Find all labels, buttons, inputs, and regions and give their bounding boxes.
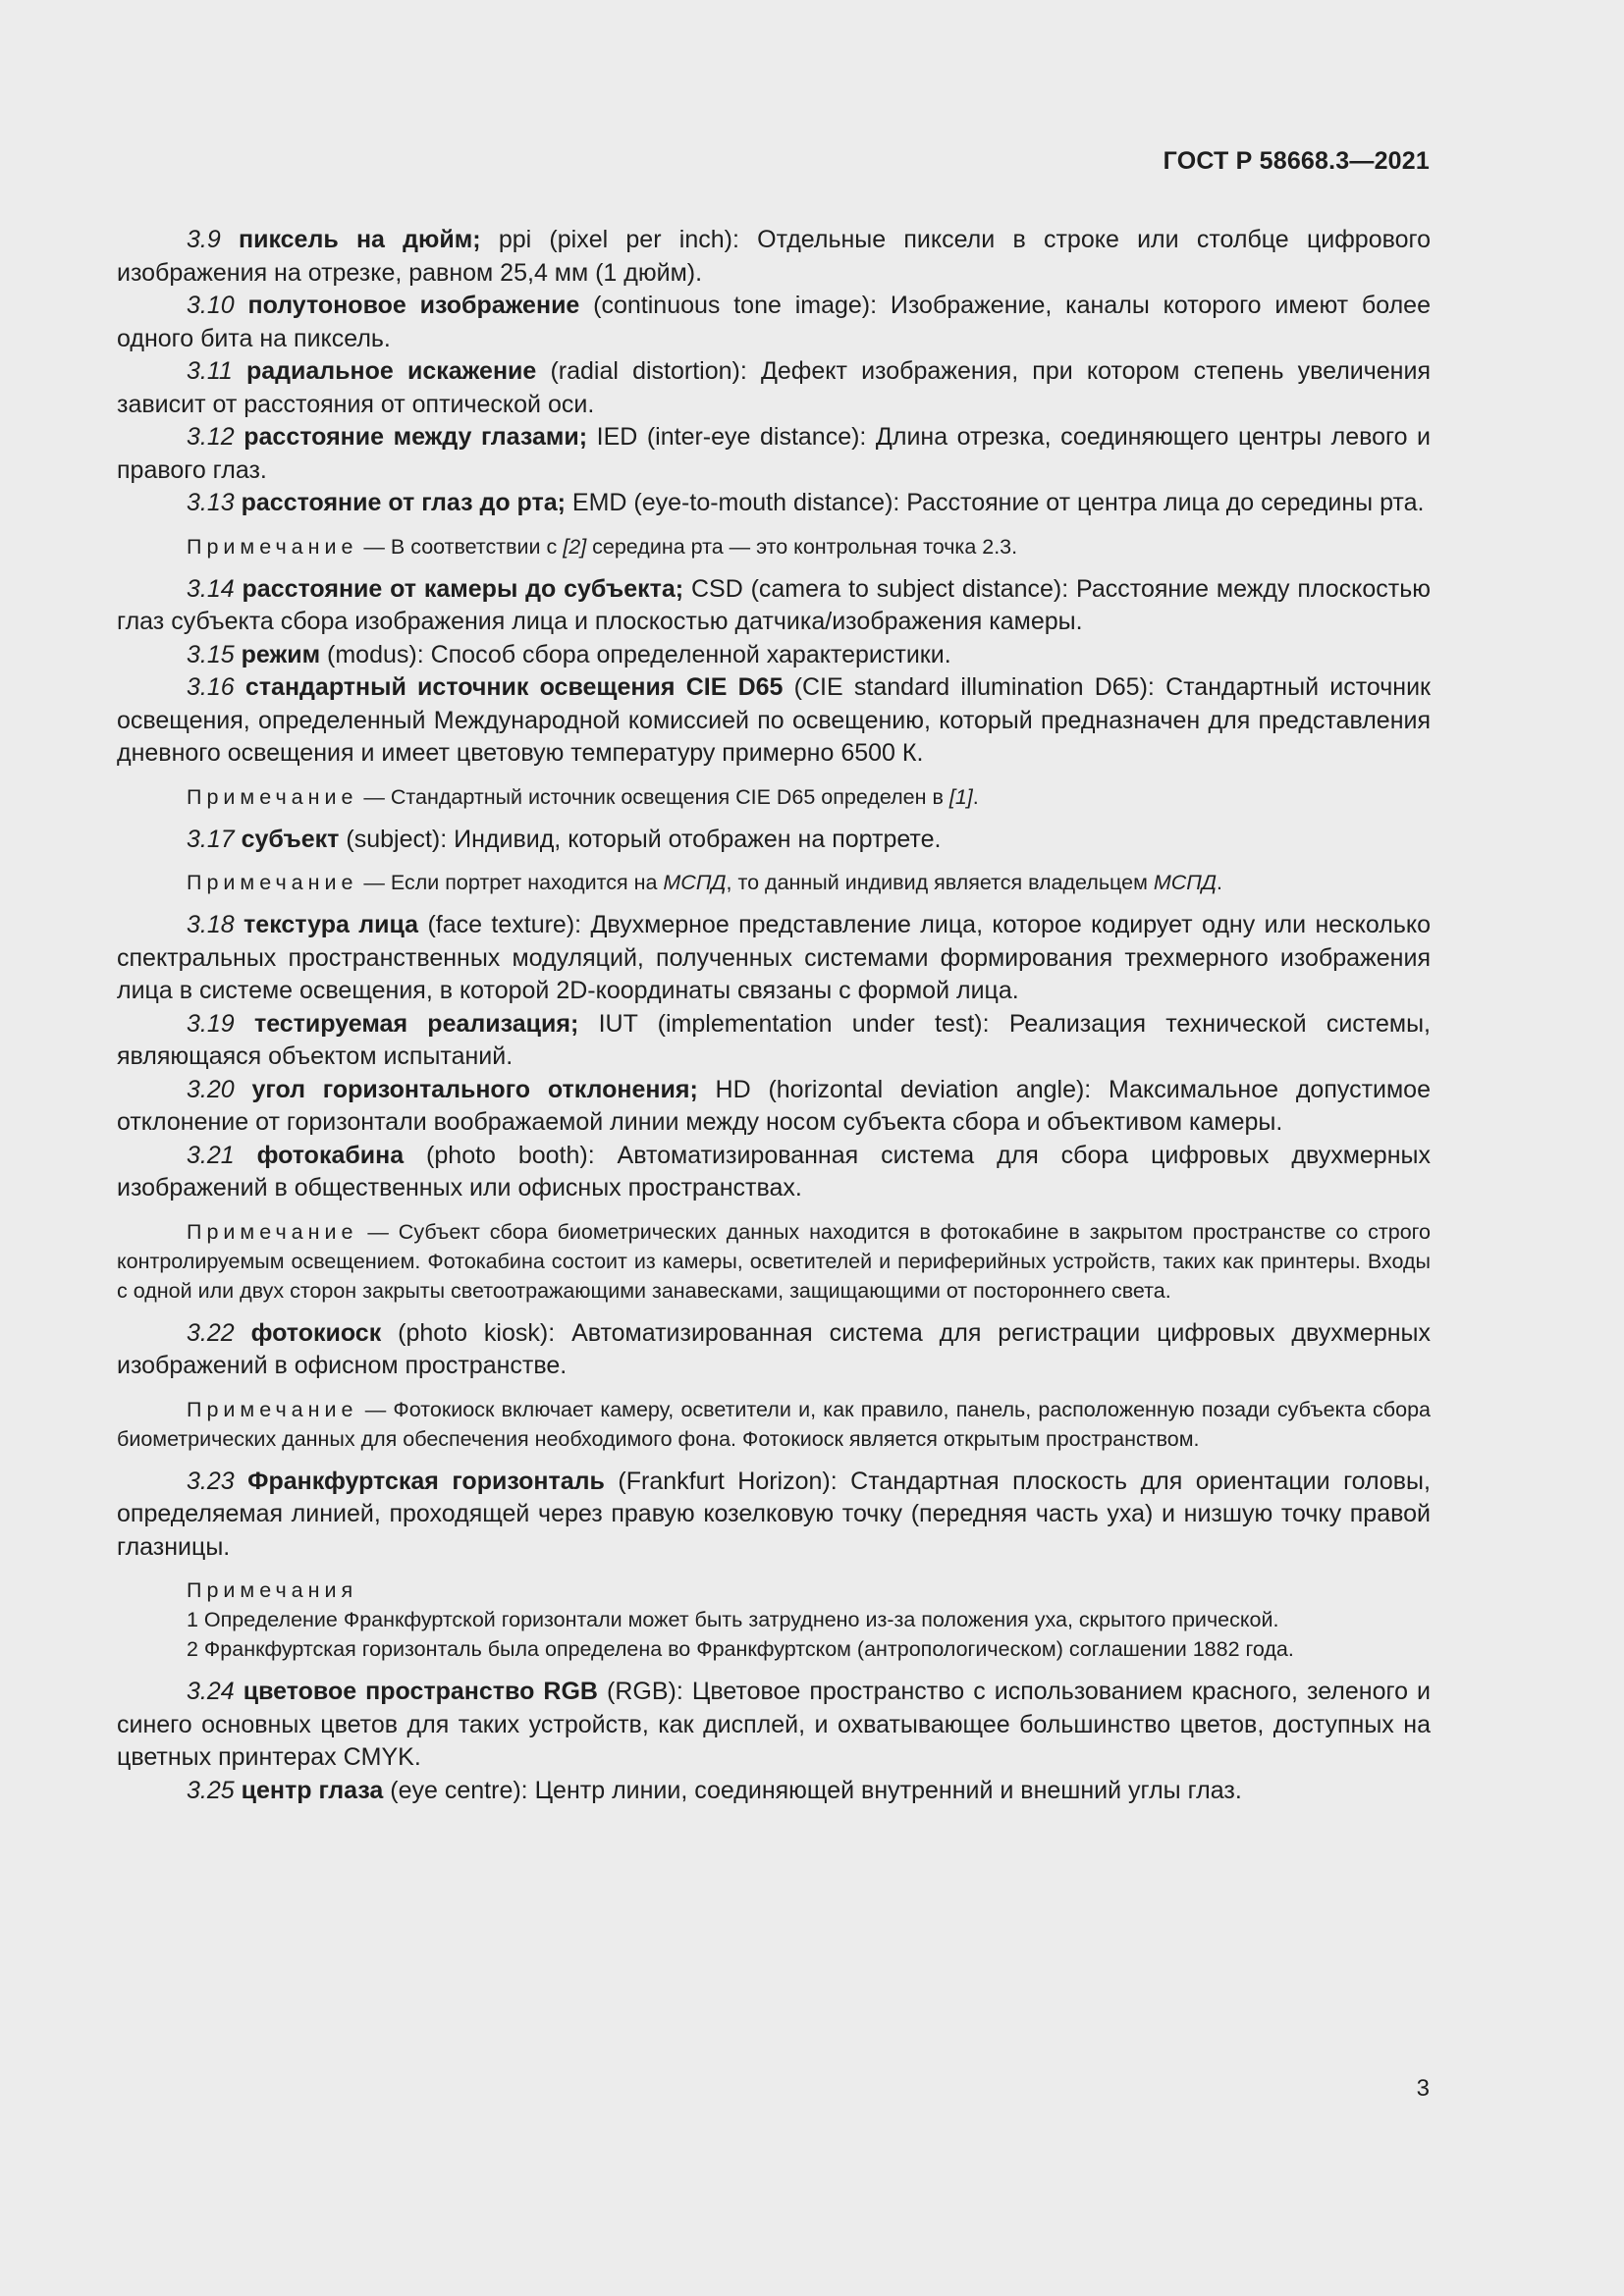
term-definition: (face texture): Двухмерное представление лица, которое кодирует одну или несколько спектральных пространственных модуляций, полученных системами формирования трехмерного изображения лица в системе освещения, в которой 2D-координаты связаны с формой лица. <box>117 911 1431 1004</box>
note-emphasis: МСПД <box>1153 871 1217 894</box>
term-definition: (eye centre): Центр линии, соединяющей внутренний и внешний углы глаз. <box>383 1776 1242 1804</box>
note-label: Примечание <box>187 871 358 894</box>
term-definition: (photo booth): Автоматизированная система для сбора цифровых двухмерных изображений в общественных или офисных пространствах. <box>117 1141 1431 1201</box>
term-number: 3.24 <box>187 1678 235 1705</box>
term-number: 3.10 <box>187 292 235 319</box>
term-definition: IUT (implementation under test): Реализация технической системы, являющаяся объектом испытаний. <box>117 1009 1431 1070</box>
term-definition: IED (inter-eye distance): Длина отрезка, соединяющего центры левого и правого глаз. <box>117 423 1431 484</box>
term-entry-3-23 <box>117 1466 1431 1565</box>
term-name: субъект <box>241 825 340 853</box>
term-name: расстояние от камеры до субъекта; <box>242 574 684 603</box>
term-number: 3.23 <box>187 1467 235 1495</box>
term-name: стандартный источник освещения CIE D65 <box>244 673 784 701</box>
term-name: текстура лица <box>244 911 419 938</box>
note-3-16 <box>117 782 1431 812</box>
term-entry-3-12 <box>117 421 1431 487</box>
document-header: ГОСТ Р 58668.3—2021 <box>1163 147 1430 175</box>
term-entry-3-18 <box>117 909 1431 1008</box>
term-definition: EMD (eye-to-mouth distance): Расстояние от центра лица до середины рта. <box>565 489 1425 516</box>
note-text: — Субъект сбора биометрических данных находится в фотокабине в закрытом пространстве со строго контролируемым освещением. Фотокабина состоит из камеры, осветителей и периферийных устройств, таких как принтеры. Входы с одной или двух сторон закрыты светоотражающими занавесками, защищающими от постороннего света. <box>117 1219 1431 1303</box>
term-number: 3.18 <box>187 911 235 938</box>
term-entry-3-20 <box>117 1074 1431 1140</box>
term-name: Франкфуртская горизонталь <box>247 1467 605 1495</box>
term-entry-3-19 <box>117 1008 1431 1074</box>
term-name: тестируемая реализация; <box>253 1009 579 1038</box>
note-3-23-item-2: 2 Франкфуртская горизонталь была определена во Франкфуртском (антропологическом) соглашении 1882 года. <box>187 1637 1294 1661</box>
document-body <box>117 224 1431 1807</box>
term-definition: HD (horizontal deviation angle): Максимальное допустимое отклонение от горизонтали воображаемой линии между носом субъекта сбора и объективом камеры. <box>117 1075 1431 1136</box>
note-text: — Фотокиоск включает камеру, осветители и, как правило, панель, расположенную позади субъекта сбора биометрических данных для обеспечения необходимого фона. Фотокиоск является открытым пространством. <box>117 1397 1431 1451</box>
note-text: — В соответствии с <box>357 534 564 559</box>
term-number: 3.13 <box>187 489 235 516</box>
term-number: 3.19 <box>187 1009 235 1038</box>
note-label: Примечание <box>187 1219 358 1244</box>
note-text: . <box>972 784 979 809</box>
term-name: центр глаза <box>241 1776 384 1804</box>
term-name: цветовое пространство RGB <box>243 1678 598 1705</box>
term-name: пиксель на дюйм; <box>239 226 481 253</box>
term-definition: (modus): Способ сбора определенной характеристики. <box>320 640 951 668</box>
term-definition: (Frankfurt Horizon): Стандартная плоскость для ориентации головы, определяемая линией, проходящей через правую козелковую точку (передняя часть уха) и низшую точку правой глазницы. <box>117 1467 1431 1561</box>
term-name: режим <box>241 640 321 668</box>
term-number: 3.21 <box>187 1141 235 1169</box>
term-definition: (continuous tone image): Изображение, каналы которого имеют более одного бита на пиксель. <box>117 292 1431 352</box>
term-definition: (subject): Индивид, который отображен на портрете. <box>339 825 942 853</box>
note-3-13 <box>117 532 1431 561</box>
term-entry-3-22 <box>117 1317 1431 1383</box>
note-3-21 <box>117 1217 1431 1306</box>
term-entry-3-10 <box>117 290 1431 355</box>
note-reference: [1] <box>948 784 973 809</box>
term-entry-3-15 <box>117 639 1431 672</box>
note-text: — Стандартный источник освещения CIE D65 определен в <box>357 784 949 809</box>
term-entry-3-13 <box>117 487 1431 520</box>
term-definition: (RGB): Цветовое пространство с использованием красного, зеленого и синего основных цветов для таких устройств, как дисплей, и охватывающее большинство цветов, доступных на цветных принтерах CMYK. <box>117 1678 1431 1771</box>
term-name: полутоновое изображение <box>247 292 580 319</box>
term-number: 3.15 <box>187 640 235 668</box>
term-number: 3.16 <box>187 673 235 701</box>
term-name: фотокабина <box>256 1141 405 1169</box>
term-number: 3.9 <box>187 226 221 253</box>
term-entry-3-16 <box>117 671 1431 771</box>
note-text: середина рта — это контрольная точка 2.3. <box>586 534 1018 559</box>
term-entry-3-9 <box>117 224 1431 290</box>
term-definition: (radial distortion): Дефект изображения, при котором степень увеличения зависит от расстояния от оптической оси. <box>117 357 1431 418</box>
term-entry-3-25 <box>117 1775 1431 1808</box>
term-entry-3-17 <box>117 824 1431 857</box>
term-number: 3.20 <box>187 1075 235 1103</box>
term-definition: (CIE standard illumination D65): Стандартный источник освещения, определенный Международной комиссией по освещению, который предназначен для представления дневного освещения и имеет цветовую температуру примерно 6500 К. <box>117 673 1431 767</box>
note-label: Примечание <box>187 1397 358 1421</box>
term-entry-3-21 <box>117 1140 1431 1205</box>
note-3-23-item-1: 1 Определение Франкфуртской горизонтали может быть затруднено из-за положения уха, скрытого прической. <box>187 1608 1279 1631</box>
note-label: Примечание <box>187 534 358 559</box>
note-text: , то данный индивид является владельцем <box>726 871 1154 894</box>
term-number: 3.14 <box>187 574 235 603</box>
term-number: 3.11 <box>187 357 233 385</box>
term-number: 3.22 <box>187 1318 235 1347</box>
term-definition: CSD (camera to subject distance): Расстояние между плоскостью глаз субъекта сбора изображения лица и плоскостью датчика/изображения камеры. <box>117 574 1432 635</box>
term-definition: ppi (pixel per inch): Отдельные пиксели в строке или столбце цифрового изображения на отрезке, равном 25,4 мм (1 дюйм). <box>117 226 1431 287</box>
term-entry-3-14 <box>117 573 1431 639</box>
term-name: расстояние между глазами; <box>244 423 588 451</box>
note-reference: [2] <box>563 534 587 559</box>
term-name: фотокиоск <box>250 1318 382 1347</box>
term-name: угол горизонтального отклонения; <box>251 1075 698 1103</box>
page-number: 3 <box>1416 2075 1430 2102</box>
term-name: радиальное искажение <box>245 357 537 385</box>
term-entry-3-11 <box>117 355 1431 421</box>
note-3-17 <box>117 868 1431 897</box>
term-name: расстояние от глаз до рта; <box>241 489 566 516</box>
note-emphasis: МСПД <box>663 871 727 894</box>
term-definition: (photo kiosk): Автоматизированная система для регистрации цифровых двухмерных изображений в офисном пространстве. <box>117 1318 1431 1379</box>
note-label: Примечание <box>187 784 358 809</box>
term-entry-3-24 <box>117 1676 1431 1775</box>
term-number: 3.17 <box>187 825 235 853</box>
notes-label: Примечания <box>187 1578 358 1602</box>
term-number: 3.12 <box>187 423 235 451</box>
term-number: 3.25 <box>187 1776 235 1804</box>
note-text: — Если портрет находится на <box>357 871 664 894</box>
note-text: . <box>1216 871 1222 894</box>
note-3-22 <box>117 1395 1431 1454</box>
